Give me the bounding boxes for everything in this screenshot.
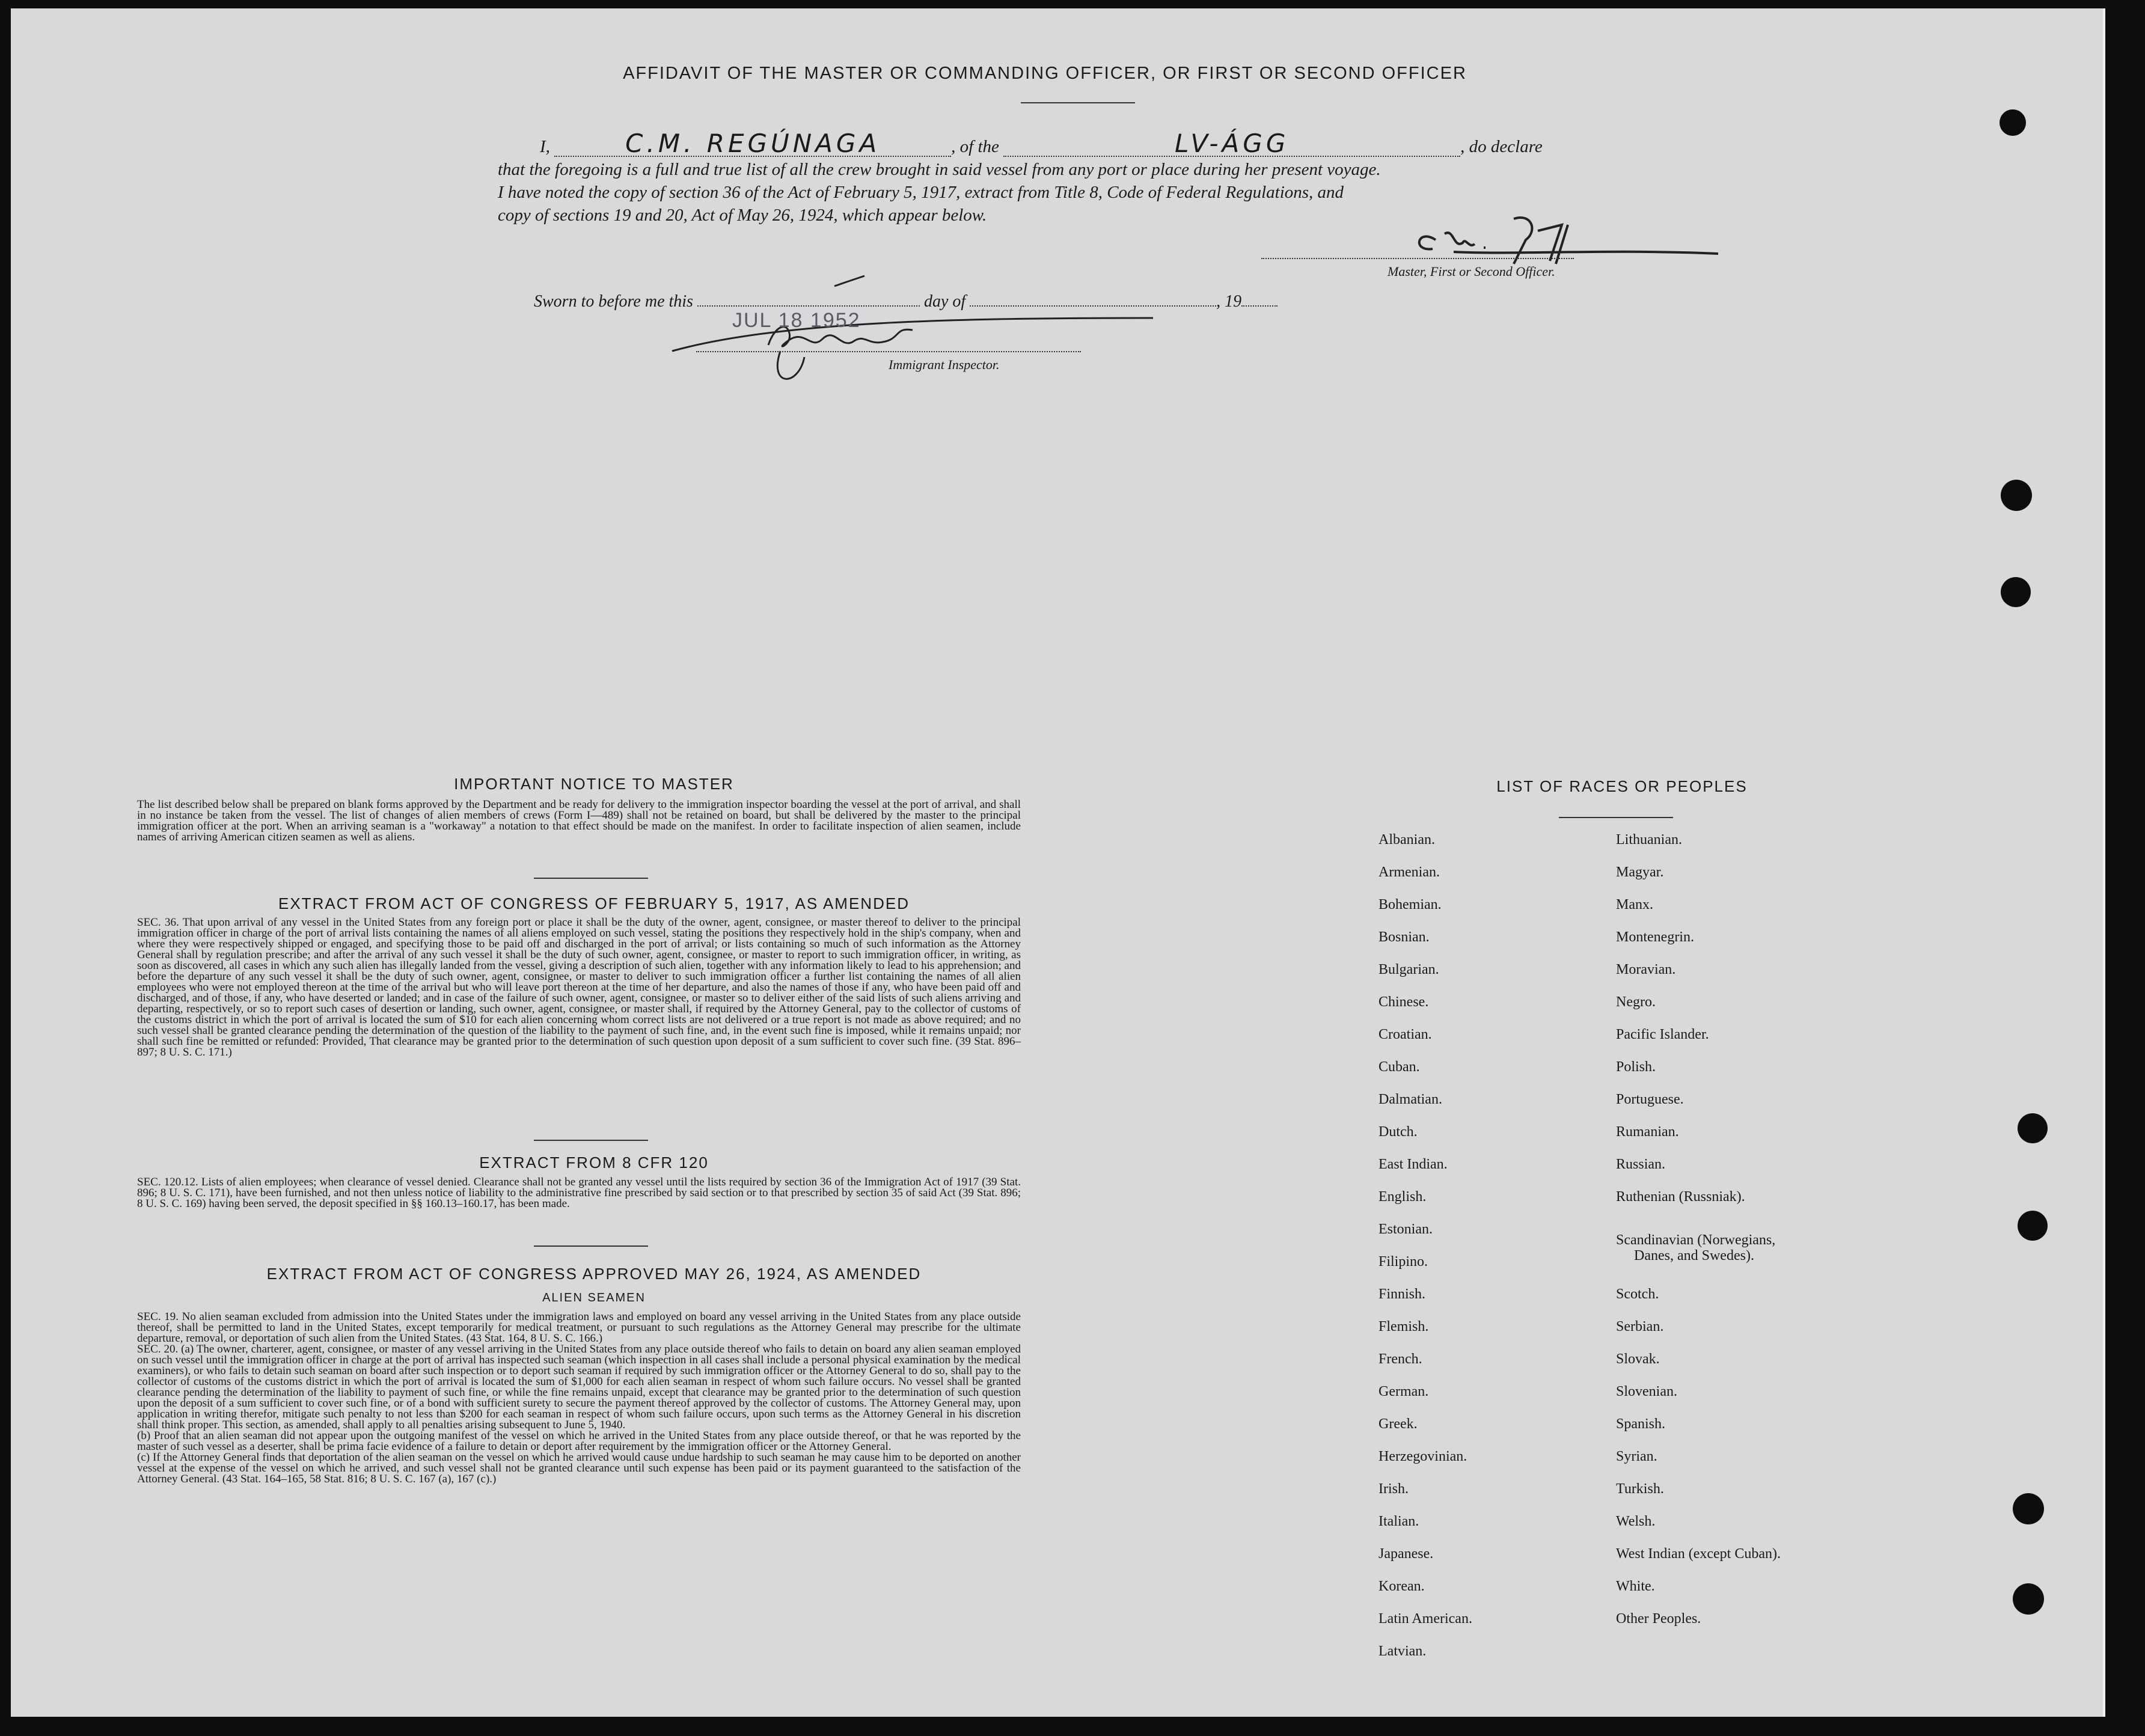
sec-20a-text: SEC. 20. (a) The owner, charterer, agent, consignee, or master of any vessel arriving in the United States from any place outside thereof who fails to detain on board any alien seaman employed on such vessel until the immigration officer in charge at the port of arrival has inspected such seaman (which inspection in all cases shall include a personal physical examination by the medical examiners), or who fails to detain such seaman on board after such inspection or to deport such seaman if required by such immigration officer or the Attorney General to do so, shall pay to the collector of customs of the customs district in which the port of arrival is located the sum of $1,000 for each alien seaman in respect of whom such failure occurs. No vessel shall be granted clearance pending the determination of the liability to payment of such fine, or while the fine remains unpaid, except that clearance may be granted prior to the determination of such question upon the deposit of a sum sufficient to cover such fine, or of a bond with sufficient surety to secure the payment thereof approved by the collector of customs. The Attorney General may, upon application in writing therefor, mitigate such penalty to not less than $200 for each seaman in respect of whom such failure occurs, upon such terms as the Attorney General in his discretion shall think proper. This section, as amended, shall apply to all penalties arising subsequent to June 5, 1940. bbox=[137, 1343, 1021, 1431]
race-item: Slovak. bbox=[1616, 1351, 1660, 1367]
race-item: Rumanian. bbox=[1616, 1124, 1679, 1140]
declaration-line-4: copy of sections 19 and 20, Act of May 26, 1924, which appear below. bbox=[498, 206, 987, 225]
race-item: Slovenian. bbox=[1616, 1384, 1677, 1399]
race-item: Russian. bbox=[1616, 1157, 1666, 1172]
i-label: I, bbox=[540, 137, 550, 156]
race-item: Danes, and Swedes). bbox=[1634, 1248, 1754, 1264]
race-item: Welsh. bbox=[1616, 1514, 1656, 1529]
race-item: Estonian. bbox=[1378, 1221, 1433, 1237]
race-item: Herzegovinian. bbox=[1378, 1449, 1467, 1464]
sec-19-text: SEC. 19. No alien seaman excluded from admission into the United States under the immigration laws and employed on board any vessel arriving in the United States from any place outside thereof, shall be permitted to land in the United States, except temporarily for medical treatment, or pursuant to such regulations as the Attorney General may prescribe for the ultimate departure, removal, or deportation of such alien from the United States. (43 Stat. 164, 8 U. S. C. 166.) bbox=[137, 1310, 1021, 1345]
master-signature bbox=[1273, 207, 1718, 273]
race-item: Croatian. bbox=[1378, 1027, 1432, 1042]
sec-20c-text: (c) If the Attorney General finds that deportation of the alien seaman on the vessel on which he arrived would cause undue hardship to such seaman he may cause him to be deported on another vessel at the expense of the vessel on which he arrived, and such vessel shall not be granted clearance until such expense has been paid or its payment guaranteed to the satisfaction of the Attorney General. (43 Stat. 164–165, 58 Stat. 816; 8 U. S. C. 167 (a), 167 (c).) bbox=[137, 1451, 1021, 1485]
race-item: Negro. bbox=[1616, 994, 1656, 1010]
alien-seamen-subheading: ALIEN SEAMEN bbox=[542, 1291, 646, 1304]
race-item: Greek. bbox=[1378, 1416, 1418, 1432]
race-item: Bohemian. bbox=[1378, 897, 1442, 912]
race-item: Spanish. bbox=[1616, 1416, 1666, 1432]
race-item: Chinese. bbox=[1378, 994, 1429, 1010]
of-the-label: , of the bbox=[951, 137, 999, 156]
extract-1924-text bbox=[137, 1312, 1021, 1485]
extract-1917-heading: EXTRACT FROM ACT OF CONGRESS OF FEBRUARY 5, 1917, AS AMENDED bbox=[278, 894, 910, 912]
punch-hole bbox=[2000, 109, 2026, 136]
race-item: Irish. bbox=[1378, 1481, 1409, 1497]
race-item: Bulgarian. bbox=[1378, 962, 1439, 977]
punch-hole bbox=[2001, 577, 2031, 607]
race-item: Ruthenian (Russniak). bbox=[1616, 1189, 1745, 1205]
race-item: Filipino. bbox=[1378, 1254, 1428, 1270]
punch-hole bbox=[2018, 1211, 2048, 1241]
races-right-column bbox=[1616, 832, 1953, 1673]
race-item: Latvian. bbox=[1378, 1643, 1427, 1659]
race-item: Armenian. bbox=[1378, 864, 1440, 880]
sworn-label: Sworn to before me this bbox=[534, 292, 693, 311]
race-item: Manx. bbox=[1616, 897, 1653, 912]
race-item: Polish. bbox=[1616, 1059, 1656, 1075]
inspector-caption: Immigrant Inspector. bbox=[889, 357, 1000, 372]
year-label: , 19 bbox=[1216, 292, 1242, 311]
signature-line bbox=[1261, 258, 1574, 259]
race-item: English. bbox=[1378, 1189, 1427, 1205]
race-item: Flemish. bbox=[1378, 1319, 1429, 1334]
signature-scribble-icon bbox=[1273, 207, 1718, 273]
divider bbox=[534, 1140, 648, 1141]
race-item: Italian. bbox=[1378, 1514, 1419, 1529]
race-item: Finnish. bbox=[1378, 1286, 1426, 1302]
race-item: Lithuanian. bbox=[1616, 832, 1682, 848]
cfr-text: SEC. 120.12. Lists of alien employees; when clearance of vessel denied. Clearance shall not be granted any vessel until the lists required by section 36 of the Immigration Act of 1917 (39 Stat. 896; 8 U. S. C. 171), have been furnished, and not then unless notice of liability to the administrative fine prescribed by said section or to that prescribed by section 35 of said Act (39 Stat. 896; 8 U. S. C. 169) having been served, the deposit specified in §§ 160.13–160.17, has been made. bbox=[137, 1176, 1021, 1210]
race-item: Serbian. bbox=[1616, 1319, 1664, 1334]
inspector-line bbox=[696, 351, 1081, 352]
race-item: East Indian. bbox=[1378, 1157, 1448, 1172]
race-item: Dutch. bbox=[1378, 1124, 1418, 1140]
race-item: Japanese. bbox=[1378, 1546, 1434, 1562]
race-item: Bosnian. bbox=[1378, 929, 1430, 945]
divider bbox=[1021, 102, 1135, 103]
race-item: Portuguese. bbox=[1616, 1092, 1684, 1107]
race-item: Magyar. bbox=[1616, 864, 1664, 880]
signature-caption: Master, First or Second Officer. bbox=[1388, 264, 1555, 279]
race-item: Montenegrin. bbox=[1616, 929, 1694, 945]
race-item: Turkish. bbox=[1616, 1481, 1664, 1497]
races-left-column bbox=[1378, 832, 1607, 1673]
extract-1917-text: SEC. 36. That upon arrival of any vessel in the United States from any foreign port or place it shall be the duty of the owner, agent, consignee, or master thereof to deliver to the principal immigration officer in charge of the port of arrival lists containing the names of all aliens employed on such vessel, stating the positions they respectively hold in the ship's company, when and where they were respectively shipped or engaged, and specifying those to be paid off and discharged in the port of arrival; or lists containing so much of such information as the Attorney General shall by regulation prescribe; and after the arrival of any such vessel it shall be the duty of such owner, agent, consignee, or master to report to such immigration officer, in writing, as soon as discovered, all cases in which any such alien has illegally landed from the vessel, giving a description of such alien, together with any information likely to lead to his apprehension; and before the departure of any such vessel it shall be the duty of such owner, agent, consignee, or master to deliver to such immigration officer a further list containing the names of all alien employees who were not employed thereon at the time of the arrival but who will leave port thereon at the time of her departure, and also the names of those if any, who have been paid off and discharged, and of those, if any, who have deserted or landed; and in case of the failure of such owner, agent, consignee, or master so to deliver either of the said lists of such aliens arriving and departing, respectively, or so to report such cases of desertion or landing, such owner, agent, consignee, or master shall, if required by the Attorney General, pay to the collector of customs of the customs district in which the port of arrival is located the sum of $10 for each alien concerning whom correct lists are not delivered or a true report is not made as above required; and no such vessel shall be granted clearance pending the determination of the question of the liability to the payment of such fine, and, in the event such fine is imposed, while it remains unpaid; nor shall such fine be remitted or refunded: Provided, That clearance may be granted prior to the determination of such question upon deposit of a sum sufficient to cover such fine. (39 Stat. 896–897; 8 U. S. C. 171.) bbox=[137, 916, 1021, 1059]
race-item: Korean. bbox=[1378, 1579, 1425, 1594]
race-item: French. bbox=[1378, 1351, 1422, 1367]
punch-hole bbox=[2018, 1113, 2048, 1143]
notice-heading: IMPORTANT NOTICE TO MASTER bbox=[454, 775, 734, 793]
day-of-label: day of bbox=[923, 292, 966, 311]
races-heading: LIST OF RACES OR PEOPLES bbox=[1496, 777, 1748, 795]
race-item: West Indian (except Cuban). bbox=[1616, 1546, 1781, 1562]
divider bbox=[534, 1245, 648, 1247]
declaration-line-2: that the foregoing is a full and true list of all the crew brought in said vessel from any port or place during her present voyage. bbox=[498, 160, 1381, 179]
race-item: Other Peoples. bbox=[1616, 1611, 1701, 1627]
race-item: Scotch. bbox=[1616, 1286, 1659, 1302]
race-item: Dalmatian. bbox=[1378, 1092, 1442, 1107]
race-item: Cuban. bbox=[1378, 1059, 1420, 1075]
cfr-heading: EXTRACT FROM 8 CFR 120 bbox=[479, 1154, 709, 1172]
do-declare-label: , do declare bbox=[1460, 137, 1543, 156]
sec-20b-text: (b) Proof that an alien seaman did not appear upon the outgoing manifest of the vessel on which he arrived in the United States from any place outside thereof, or that he was reported by the master of such vessel as a deserter, shall be prima facie evidence of a failure to detain or deport after requirement by the immigration officer or the Attorney General. bbox=[137, 1429, 1021, 1453]
race-item: White. bbox=[1616, 1579, 1655, 1594]
race-item: German. bbox=[1378, 1384, 1429, 1399]
affidavit-title: AFFIDAVIT OF THE MASTER OR COMMANDING OFFICER, OR FIRST OR SECOND OFFICER bbox=[623, 64, 1467, 83]
race-item: Scandinavian (Norwegians, bbox=[1616, 1232, 1776, 1248]
declaration-line-3: I have noted the copy of section 36 of the Act of February 5, 1917, extract from Title 8, Code of Federal Regulations, and bbox=[498, 183, 1344, 202]
date-stamp: JUL 18 1952 bbox=[732, 309, 861, 332]
punch-hole bbox=[2013, 1493, 2044, 1524]
race-item: Syrian. bbox=[1616, 1449, 1657, 1464]
sworn-year-field[interactable] bbox=[1241, 305, 1278, 307]
notice-text: The list described below shall be prepared on blank forms approved by the Department and be ready for delivery to the immigration inspector boarding the vessel at the port of arrival, and shall in no instance be taken from the vessel. The list of changes of alien members of crews (Form I—489) shall not be retained on board, but shall be delivered by the master to the principal immigration officer at the port. When an arriving seaman is a "workaway" a notation to that effect should be made on the manifest. In order to facilitate inspection of alien seamen, include names of arriving American citizen seamen as well as aliens. bbox=[137, 798, 1021, 843]
race-item: Albanian. bbox=[1378, 832, 1435, 848]
master-name-field[interactable]: C.M. REGÚNAGA bbox=[554, 132, 951, 157]
declaration-line-1 bbox=[498, 129, 1658, 158]
punch-hole bbox=[2001, 480, 2032, 511]
vessel-name-field[interactable]: LV-ÁGG bbox=[1003, 132, 1460, 157]
punch-hole bbox=[2013, 1583, 2044, 1615]
race-item: Pacific Islander. bbox=[1616, 1027, 1709, 1042]
race-item: Latin American. bbox=[1378, 1611, 1472, 1627]
document-page bbox=[11, 8, 2105, 1717]
divider bbox=[534, 878, 648, 879]
race-item: Moravian. bbox=[1616, 962, 1676, 977]
divider bbox=[1559, 817, 1673, 818]
extract-1924-heading: EXTRACT FROM ACT OF CONGRESS APPROVED MAY 26, 1924, AS AMENDED bbox=[266, 1265, 922, 1283]
